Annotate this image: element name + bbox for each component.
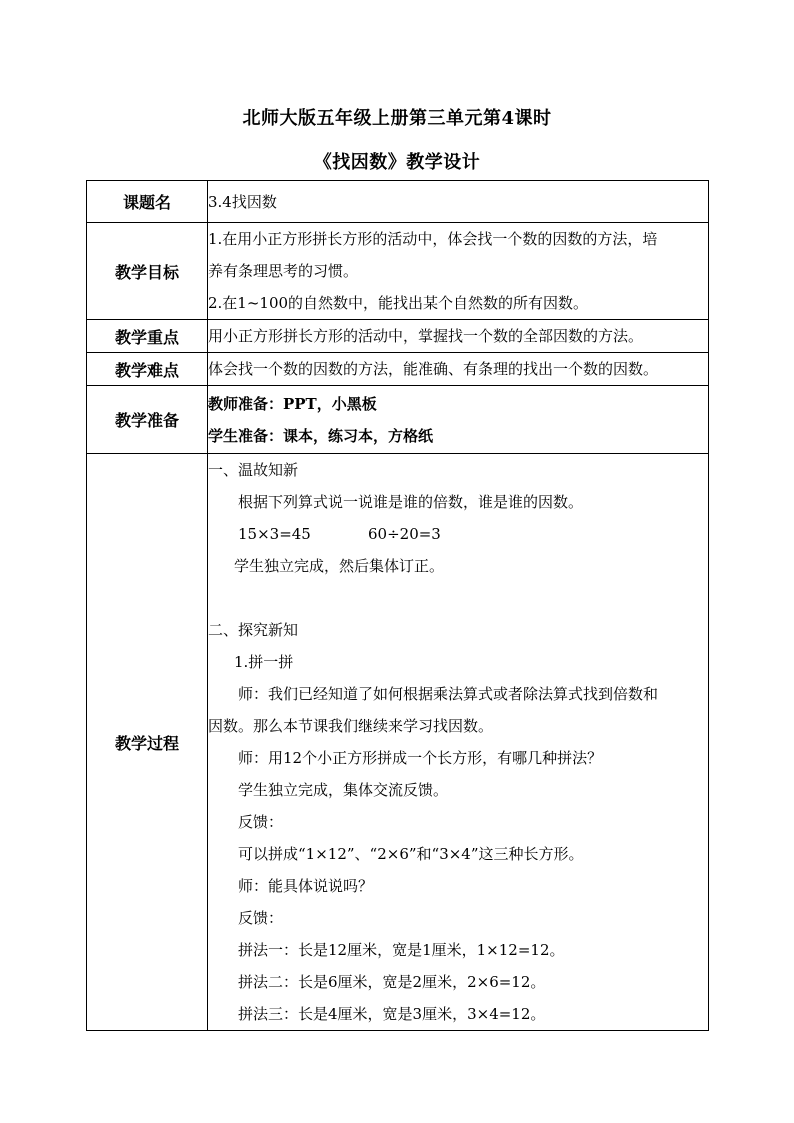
equation-2: 60÷20=3 — [368, 525, 441, 543]
label-preparation: 教学准备 — [87, 386, 208, 454]
objective-line-3: 2.在1~100的自然数中，能找出某个自然数的所有因数。 — [208, 294, 589, 312]
document-title: 北师大版五年级上册第三单元第4课时 — [242, 108, 552, 129]
label-difficulty: 教学难点 — [87, 353, 208, 386]
teacher-preparation: 教师准备：PPT，小黑板 — [208, 394, 377, 413]
label-objectives: 教学目标 — [87, 223, 208, 320]
document-subtitle: 《找因数》教学设计 — [313, 152, 481, 173]
row-difficulty — [87, 353, 709, 386]
row-key-point — [87, 320, 709, 353]
review-equations — [208, 518, 708, 550]
review-activity: 学生独立完成，然后集体订正。 — [234, 557, 445, 575]
explore-line-5: 反馈： — [238, 813, 284, 831]
lesson-plan-table — [86, 180, 709, 1031]
objective-line-2: 养有条理思考的习惯。 — [208, 262, 359, 280]
value-preparation — [208, 386, 709, 454]
explore-line-10: 拼法二：长是6厘米，宽是2厘米，2×6=12。 — [238, 973, 546, 991]
student-preparation: 学生准备：课本，练习本，方格纸 — [208, 426, 434, 445]
explore-line-2: 因数。那么本节课我们继续来学习找因数。 — [208, 717, 494, 735]
explore-line-8: 反馈： — [238, 909, 284, 927]
value-key-point: 用小正方形拼长方形的活动中，掌握找一个数的全部因数的方法。 — [208, 320, 709, 353]
explore-line-6: 可以拼成“1×12”、“2×6”和“3×4”这三种长方形。 — [238, 845, 584, 863]
objective-line-1: 1.在用小正方形拼长方形的活动中，体会找一个数的因数的方法，培 — [208, 230, 658, 248]
spacer — [208, 582, 708, 614]
explore-subtitle: 1.拼一拼 — [234, 653, 294, 671]
value-objectives — [208, 223, 709, 320]
explore-line-3: 师：用12个小正方形拼成一个长方形，有哪几种拼法？ — [238, 749, 603, 767]
label-key-point: 教学重点 — [87, 320, 208, 353]
row-objectives — [87, 223, 709, 320]
row-process — [87, 454, 709, 1031]
explore-line-11: 拼法三：长是4厘米，宽是3厘米，3×4=12。 — [238, 1005, 546, 1023]
review-instruction: 根据下列算式说一说谁是谁的倍数，谁是谁的因数。 — [238, 493, 584, 511]
value-topic: 3.4找因数 — [208, 181, 709, 223]
explore-line-7: 师：能具体说说吗？ — [238, 877, 374, 895]
row-topic — [87, 181, 709, 223]
row-preparation — [87, 386, 709, 454]
label-process: 教学过程 — [87, 454, 208, 1031]
equation-1: 15×3=45 — [238, 525, 311, 543]
section-review-title: 一、温故知新 — [208, 461, 299, 479]
explore-line-1: 师：我们已经知道了如何根据乘法算式或者除法算式找到倍数和 — [238, 685, 659, 703]
explore-line-4: 学生独立完成，集体交流反馈。 — [238, 781, 449, 799]
explore-line-9: 拼法一：长是12厘米，宽是1厘米，1×12=12。 — [238, 941, 565, 959]
value-process — [208, 454, 709, 1031]
label-topic: 课题名 — [87, 181, 208, 223]
value-difficulty: 体会找一个数的因数的方法，能准确、有条理的找出一个数的因数。 — [208, 353, 709, 386]
section-explore-title: 二、探究新知 — [208, 621, 299, 639]
